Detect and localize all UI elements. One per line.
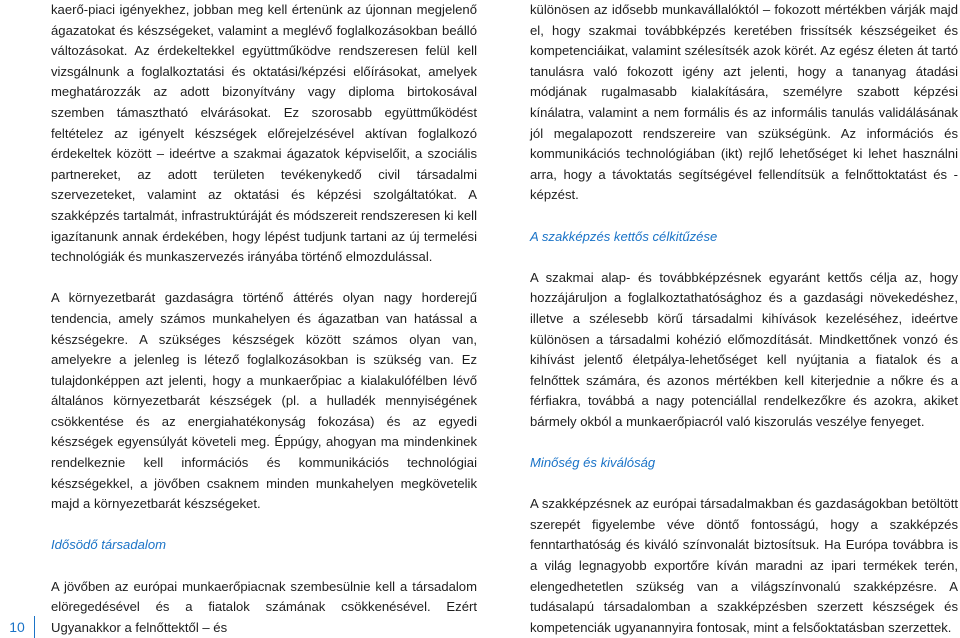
section-heading-dual-goal: A szakképzés kettős célkitűzése bbox=[530, 228, 718, 244]
section-heading-quality: Minőség és kiválóság bbox=[530, 455, 656, 471]
body-paragraph: A környezetbarát gazdaságra történő áttérés olyan nagy horderejű tendencia, amely számos munkahelyen és ágazatban van hatással a készségekre. A szükséges készségek között számos olyan van, amelyekre a jelenleg is létező foglalkozásokban is szükség van. Ez tulajdonképpen azt jelenti, hogy a munkaerőpiac a kialakulófélben lévő általános környezetbarát készségek (pl. a hulladék mennyiségének csökkentése és az energiahatékonyság fokozása) és az egyedi készségek egyensúlyát követeli meg. Éppúgy, ahogyan ma mindenkinek rendelkeznie kell információs és kommunikációs technológiai készségekkel, a jövőben csaknem minden munkahelyen megkövetelik majd a környezetbarát készségeket. bbox=[51, 290, 477, 512]
body-paragraph: A jövőben az európai munkaerőpiacnak szembesülnie kell a társadalom elöregedésével és a fiatalok számának csökkenésével. Ezért Ugyanakkor a felnőttektől – és bbox=[51, 578, 477, 635]
page-number: 10 bbox=[0, 616, 35, 638]
body-paragraph: kaerő-piaci igényekhez, jobban meg kell értenünk az újonnan megjelenő ágazatokat és készségeket, valamint a meglévő foglalkozásokban beálló változásokat. Az érdekeltekkel együttműködve rendszeresen felül kell vizsgálnunk a foglalkoztatási és oktatási/képzési előírásokat, amelyek meghatározzák az adott bizonyítvány vagy diploma birtokosával szemben támasztható elvárásokat. Ez szorosabb együttműködést feltételez az igényelt készségek előrejelzésével aktívan foglalkozó érdekeltek között – ideértve a szakmai ágazatok képviselőit, a szociális partnereket, az adott területen tevékenykedő civil társadalmi szervezeteket, valamint az oktatási és képzési szolgáltatókat. A szakképzés tartalmát, infrastruktúráját és módszereit rendszeresen ki kell igazítanunk annak érdekében, hogy lépést tudjunk tartani az új termelési technológiák és munkaszervezés irányába történő elmozdulással. bbox=[51, 2, 477, 265]
section-heading-aging-society: Idősödő társadalom bbox=[51, 537, 167, 553]
body-paragraph: különösen az idősebb munkavállalóktól – fokozott mértékben várják majd el, hogy szakmai továbbképzés keretében frissítsék készségeiket és kompetenciáikat, valamint szélesítsék azok körét. Az egész életen át tartó tanulásra való fokozott igény azt jelenti, hogy a tananyag átadási módjának rugalmasabb kialakítására, személyre szabott képzési kínálatra, valamint a nem formális és az informális tanulás validálásának jól megalapozott rendszereire van szükségünk. Az információs és kommunikációs technológiában (ikt) rejlő lehetőséget ki lehet használni arra, hogy a távoktatás segítségével fellendítsük a felnőttoktatást és -képzést. bbox=[530, 2, 958, 203]
body-paragraph: A szakmai alap- és továbbképzésnek egyaránt kettős célja az, hogy hozzájáruljon a foglalkoztathatósághoz és a gazdasági növekedéshez, illetve a szélesebb körű társadalmi kihívások kezeléséhez, ideértve különösen a társadalmi kohézió előmozdítását. Mindkettőnek vonzó és kihívást jelentő életpálya-lehetőséget kell nyújtania a fiatalok és a felnőttek számára, és azonos mértékben kell kiterjednie a nőkre és a férfiakra, továbbá a nagy potenciállal rendelkezőkre és azokra, akiket bármely okból a munkaerőpiacról való kiszorulás veszélye fenyeget. bbox=[530, 269, 958, 429]
left-column bbox=[51, 0, 477, 638]
right-column bbox=[530, 0, 958, 638]
body-paragraph: A szakképzésnek az európai társadalmakban és gazdaságokban betöltött szerepét figyelembe véve döntő fontosságú, hogy a szakképzés fenntarthatóság és kiváló színvonalát biztosítsuk. Ha Európa továbbra is a világ legnagyobb exportőre kíván maradni az ipari termékek terén, elengedhetetlen szükség van a világszínvonalú szakképzésre. A tudásalapú társadalomban a szakképzésben szerzett készségek és kompetenciák ugyanannyira fontosak, mint a felsőoktatásban szerzettek. bbox=[530, 496, 958, 635]
